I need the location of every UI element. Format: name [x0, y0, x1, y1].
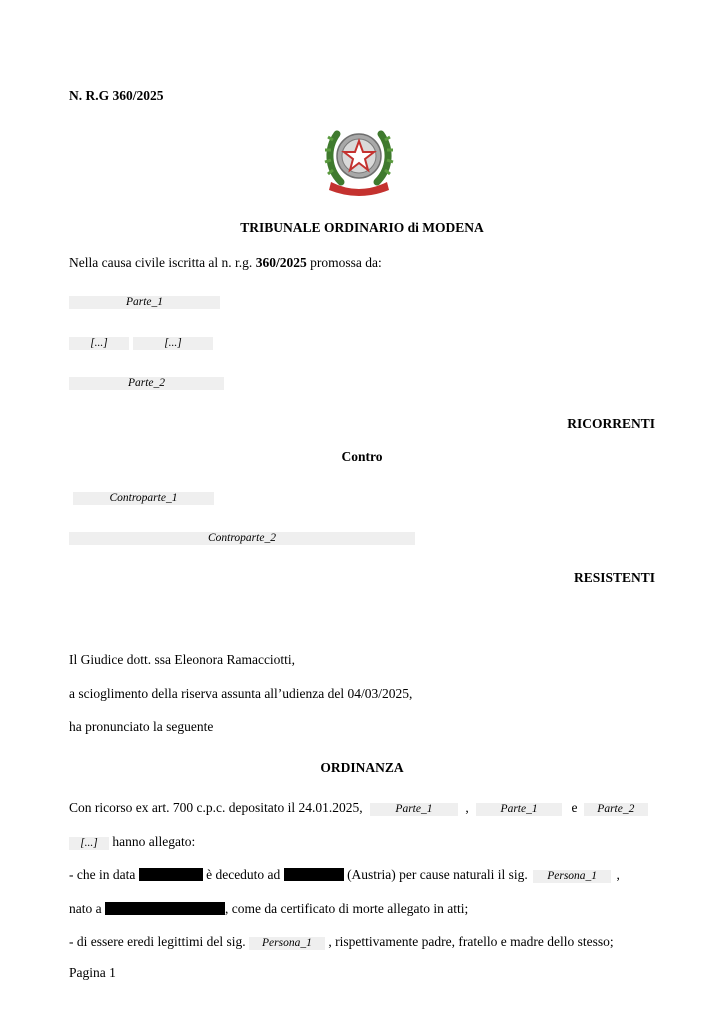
italian-republic-emblem	[323, 120, 395, 198]
controparte-placeholder-2: Controparte_2	[69, 532, 415, 545]
ricorrenti-label: RICORRENTI	[567, 416, 655, 431]
body-party-1: Parte_1	[370, 803, 458, 816]
body-line-1-text: Con ricorso ex art. 700 c.p.c. depositato il 24.01.2025,	[69, 800, 363, 815]
body-party-2: Parte_1	[476, 803, 562, 816]
intro-suffix: promossa da:	[310, 255, 382, 270]
body-line-5-a: - di essere eredi legittimi del sig.	[69, 934, 246, 949]
body-comma: ,	[465, 800, 469, 815]
party-placeholder-2: Parte_2	[69, 377, 224, 390]
body-line-2	[69, 834, 195, 850]
controparte-placeholder-1: Controparte_1	[73, 492, 214, 505]
judge-line-3: ha pronunciato la seguente	[69, 719, 214, 734]
ordinanza-title: ORDINANZA	[320, 760, 404, 775]
intro-line	[69, 255, 382, 271]
body-line-2-text: hanno allegato:	[112, 834, 196, 849]
case-number: N. R.G 360/2025	[69, 88, 164, 103]
body-line-5	[69, 934, 614, 950]
resistenti-label: RESISTENTI	[573, 570, 655, 585]
body-line-3-a: - che in data	[69, 867, 136, 882]
emblem-icon	[323, 120, 395, 198]
body-persona-2: Persona_1	[249, 937, 325, 950]
body-persona-1: Persona_1	[533, 870, 611, 883]
body-ellipsis: [...]	[69, 837, 109, 850]
page-number: Pagina 1	[69, 965, 116, 980]
judge-line-1: Il Giudice dott. ssa Eleonora Ramacciotti,	[69, 652, 296, 667]
body-line-3-b: è deceduto ad	[206, 867, 281, 882]
intro-rg: 360/2025	[255, 255, 307, 270]
body-e: e	[571, 800, 578, 815]
intro-prefix: Nella causa civile iscritta al n. r.g.	[69, 255, 253, 270]
contro-label: Contro	[341, 449, 383, 464]
party-ellipsis-2: [...]	[133, 337, 213, 350]
body-party-3: Parte_2	[584, 803, 648, 816]
body-line-4	[69, 901, 468, 917]
body-line-4-b: , come da certificato di morte allegato in atti;	[225, 901, 469, 916]
body-line-4-a: nato a	[69, 901, 102, 916]
body-line-1	[69, 800, 659, 816]
redaction-birthplace	[105, 902, 225, 915]
body-line-5-b: , rispettivamente padre, fratello e madre dello stesso;	[328, 934, 614, 949]
body-line-3-end: ,	[616, 867, 620, 882]
body-line-3-c: (Austria) per cause naturali il sig.	[347, 867, 528, 882]
party-placeholder-1: Parte_1	[69, 296, 220, 309]
judge-line-2: a scioglimento della riserva assunta all’udienza del 04/03/2025,	[69, 686, 413, 701]
party-ellipsis-1: [...]	[69, 337, 129, 350]
redaction-place	[284, 868, 344, 881]
redaction-date	[139, 868, 203, 881]
court-title: TRIBUNALE ORDINARIO di MODENA	[240, 220, 484, 235]
body-line-3	[69, 867, 620, 883]
